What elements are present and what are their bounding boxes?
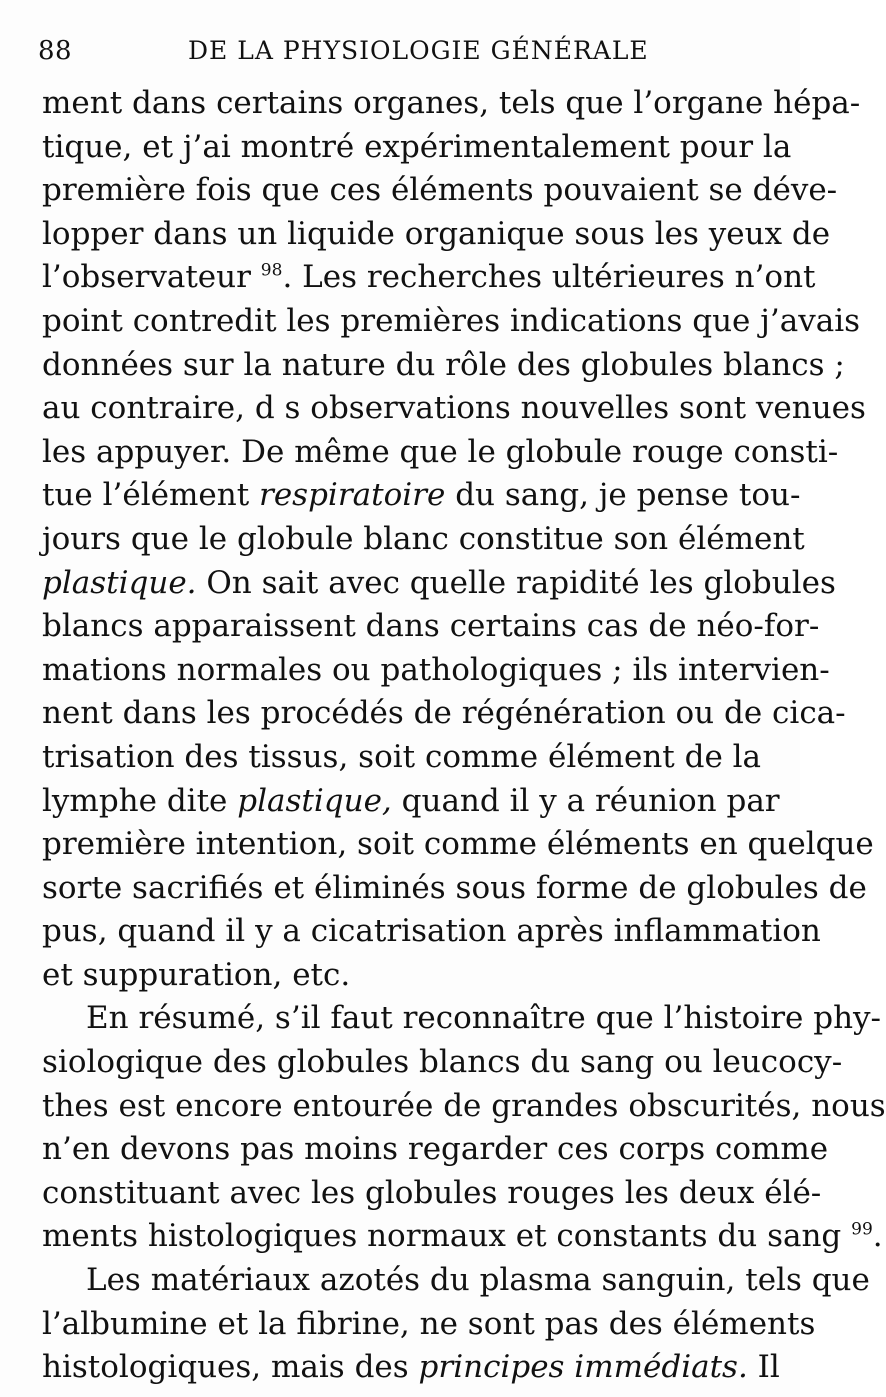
text-segment: On sait avec quelle rapidité les globules — [196, 564, 836, 601]
text-line: blancs apparaissent dans certains cas de néo-for- — [42, 608, 820, 645]
text-line: l’albumine et la fibrine, ne sont pas des éléments — [42, 1305, 816, 1342]
footnote-ref-99[interactable]: 99 — [851, 1220, 873, 1241]
italic-term: principes immédiats. — [418, 1349, 748, 1386]
text-segment: tue l’élément — [42, 477, 260, 514]
text-line: thes est encore entourée de grandes obscurités, nous — [42, 1087, 886, 1124]
text-segment: lymphe dite — [42, 782, 238, 819]
text-line: siologique des globules blancs du sang ou leucocy- — [42, 1044, 843, 1081]
text-line: En résumé, s’il faut reconnaître que l’histoire phy- — [86, 1000, 882, 1037]
text-line: nent dans les procédés de régénération ou de cica- — [42, 695, 846, 732]
text-line: trisation des tissus, soit comme élément de la — [42, 738, 762, 775]
text-segment: . — [872, 1218, 883, 1255]
text-segment: l’observateur — [42, 259, 261, 296]
text-line — [42, 780, 780, 824]
text-line — [42, 256, 816, 300]
text-line: constituant avec les globules rouges les deux élé- — [42, 1174, 822, 1211]
text-line — [42, 1215, 883, 1259]
text-line: point contredit les premières indications que j’avais — [42, 302, 861, 339]
body-text — [42, 82, 886, 1390]
footnote-ref-98[interactable]: 98 — [260, 261, 283, 282]
text-line: au contraire, d s observations nouvelles sont venues — [42, 390, 866, 427]
text-segment: Il — [747, 1349, 780, 1386]
text-line: première fois que ces éléments pouvaient se déve- — [42, 172, 838, 209]
text-line: ment dans certains organes, tels que l’organe hépa- — [42, 85, 861, 121]
text-line: n’en devons pas moins regarder ces corps comme — [42, 1131, 829, 1168]
text-line: pus, quand il y a cicatrisation après inflammation — [42, 913, 821, 950]
running-title: DE LA PHYSIOLOGIE GÉNÉRALE — [188, 36, 649, 65]
text-line: mations normales ou pathologiques ; ils intervien- — [42, 651, 830, 688]
text-line: jours que le globule blanc constitue son élément — [42, 520, 805, 557]
text-line: sorte sacrifiés et éliminés sous forme de globules de — [42, 869, 867, 906]
text-line: données sur la nature du rôle des globules blancs ; — [42, 346, 845, 383]
text-segment: du sang, je pense tou- — [445, 477, 801, 514]
text-line: tique, et j’ai montré expérimentalement pour la — [42, 128, 792, 165]
italic-term: plastique. — [42, 564, 197, 601]
text-line — [42, 562, 836, 606]
text-segment: histologiques, mais des — [42, 1349, 419, 1386]
text-line: les appuyer. De même que le globule rouge consti- — [42, 433, 839, 470]
text-segment: quand il y a réunion par — [391, 782, 780, 819]
text-line — [42, 1346, 780, 1390]
text-segment: ments histologiques normaux et constants du sang — [42, 1218, 852, 1255]
text-line: première intention, soit comme éléments en quelque — [42, 826, 874, 863]
page-header — [38, 36, 762, 72]
text-line: lopper dans un liquide organique sous les yeux de — [42, 215, 831, 252]
italic-term: plastique, — [237, 782, 392, 819]
text-line: et suppuration, etc. — [42, 956, 351, 993]
page-number: 88 — [38, 36, 73, 66]
italic-term: respiratoire — [259, 477, 446, 514]
text-line: Les matériaux azotés du plasma sanguin, tels que — [86, 1262, 870, 1299]
text-line — [42, 474, 801, 518]
text-segment: . Les recherches ultérieures n’ont — [282, 259, 816, 296]
